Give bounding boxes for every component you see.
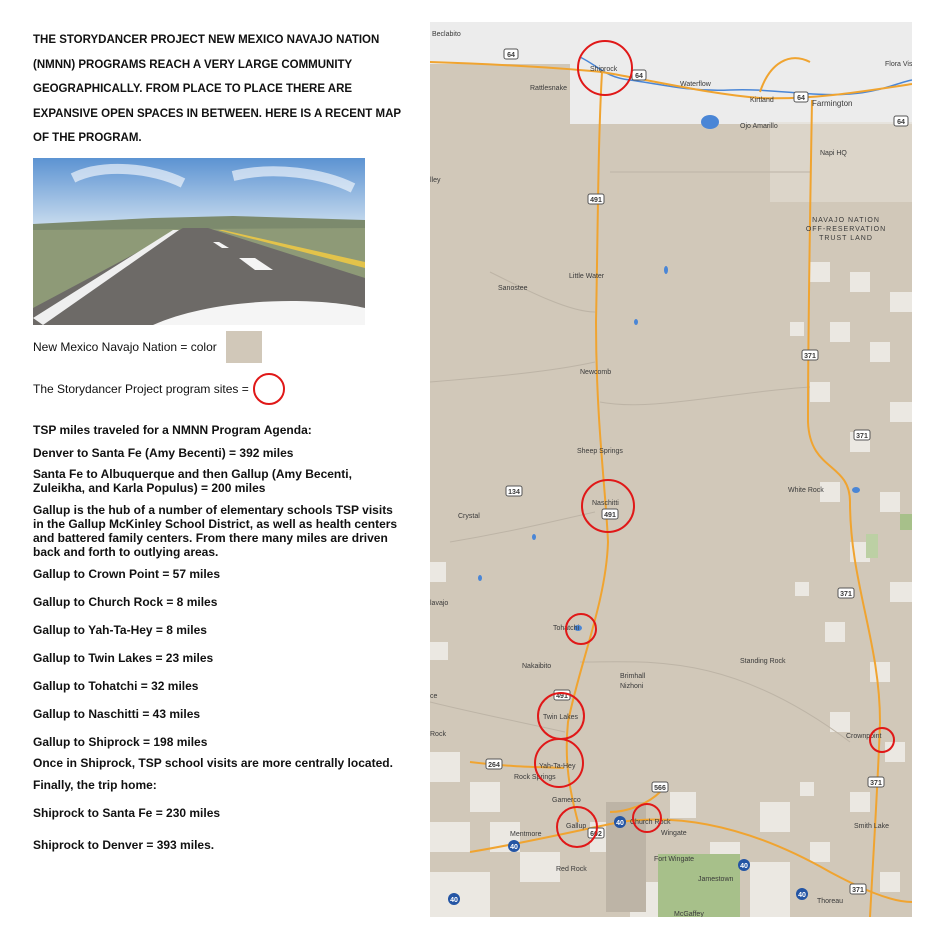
shield-40-far-east xyxy=(796,888,808,900)
label-red-rock: Red Rock xyxy=(556,866,587,873)
trips-block xyxy=(33,423,403,852)
svg-text:371: 371 xyxy=(804,353,816,360)
shield-64-mid xyxy=(632,70,646,80)
route-tohatchi: Gallup to Tohatchi = 32 miles xyxy=(33,679,199,693)
legend-nation-swatch xyxy=(226,331,262,363)
label-thoreau: Thoreau xyxy=(817,898,844,905)
shield-371-5 xyxy=(850,884,866,894)
road-photo-image xyxy=(33,158,365,325)
cibola-forest xyxy=(658,854,740,917)
site-crownpoint xyxy=(870,728,894,752)
shield-40-mid xyxy=(614,816,626,828)
label-kirtland: Kirtland xyxy=(750,97,774,104)
legend-sites-circle-icon xyxy=(253,373,285,405)
svg-text:566: 566 xyxy=(654,785,666,792)
shield-371-4 xyxy=(868,777,884,787)
label-yah-ta-hey: Yah-Ta-Hey xyxy=(539,763,576,770)
svg-text:64: 64 xyxy=(635,73,643,80)
shield-40-south xyxy=(448,893,460,905)
label-mcgaffey: McGaffey xyxy=(674,911,704,917)
label-twin-lakes: Twin Lakes xyxy=(543,714,579,721)
label-beclabito: Beclabito xyxy=(432,31,461,38)
svg-text:371: 371 xyxy=(852,887,864,894)
intro-text: THE STORYDANCER PROJECT NEW MEXICO NAVAJO NATION (NMNN) PROGRAMS REACH A VERY LARGE COMMUNITY GEOGRAPHICALLY. FROM PLACE TO PLACE THERE ARE EXPANSIVE OPEN SPACES IN BETWEEN. HERE IS A RECENT MAP OF THE PROGRAM. xyxy=(33,34,401,144)
program-map-svg xyxy=(430,22,912,917)
label-navajo-trust-1: NAVAJO NATION xyxy=(812,217,880,224)
trip-shiprock-denver: Shiprock to Denver = 393 miles. xyxy=(33,838,215,852)
label-gallup: Gallup xyxy=(566,823,587,830)
label-waterflow: Waterflow xyxy=(680,81,711,88)
intro-block xyxy=(33,28,403,151)
label-rattlesnake: Rattlesnake xyxy=(530,85,567,92)
legend-sites xyxy=(33,373,285,405)
trip-santa-fe-gallup: Santa Fe to Albuquerque and then Gallup (Amy Becenti, Zuleikha, and Karla Populus) = 200 miles xyxy=(33,467,352,495)
label-navajo-trust-3: TRUST LAND xyxy=(819,235,873,242)
route-shiprock: Gallup to Shiprock = 198 miles xyxy=(33,735,208,749)
trip-home-heading: Finally, the trip home: xyxy=(33,778,157,792)
label-crownpoint: Crownpoint xyxy=(846,733,882,740)
shield-371-1 xyxy=(802,350,818,360)
svg-text:40: 40 xyxy=(510,844,518,851)
label-sanostee: Sanostee xyxy=(498,285,528,292)
legend-sites-label: The Storydancer Project program sites = xyxy=(33,382,249,396)
program-map xyxy=(430,22,912,917)
shield-491-north xyxy=(588,194,604,204)
label-nakaibito: Nakaibito xyxy=(522,663,552,670)
label-nizhoni: Nizhoni xyxy=(620,683,644,690)
label-little-water: Little Water xyxy=(569,273,605,280)
label-navajo-trust-2: OFF-RESERVATION xyxy=(805,226,887,233)
svg-text:40: 40 xyxy=(740,863,748,870)
svg-text:64: 64 xyxy=(507,52,515,59)
road-photo xyxy=(33,158,365,325)
label-mentmore: Mentmore xyxy=(510,831,542,838)
shield-371-3 xyxy=(838,588,854,598)
label-rock-springs: Rock Springs xyxy=(514,774,556,781)
minor-roads xyxy=(430,172,850,742)
svg-text:264: 264 xyxy=(488,762,500,769)
shield-40-east xyxy=(738,859,750,871)
shield-566 xyxy=(652,782,668,792)
label-ce: ce xyxy=(430,693,438,700)
trips-heading: TSP miles traveled for a NMNN Program Agenda: xyxy=(33,423,312,437)
svg-text:40: 40 xyxy=(798,892,806,899)
hwy-491 xyxy=(567,72,608,822)
trip-shiprock-santa-fe: Shiprock to Santa Fe = 230 miles xyxy=(33,806,221,820)
off-nation-land-north xyxy=(430,22,912,64)
label-jamestown: Jamestown xyxy=(698,876,734,883)
label-shiprock: Shiprock xyxy=(590,66,618,73)
svg-text:371: 371 xyxy=(840,591,852,598)
svg-text:134: 134 xyxy=(508,489,520,496)
label-ojo-amarillo: Ojo Amarillo xyxy=(740,123,778,130)
shiprock-note: Once in Shiprock, TSP school visits are more centrally located. xyxy=(33,756,393,770)
shield-134 xyxy=(506,486,522,496)
route-yah-ta-hey: Gallup to Yah-Ta-Hey = 8 miles xyxy=(33,623,207,637)
route-crown-point: Gallup to Crown Point = 57 miles xyxy=(33,567,221,581)
svg-text:491: 491 xyxy=(590,197,602,204)
svg-text:491: 491 xyxy=(556,693,568,700)
label-rock: Rock xyxy=(430,731,446,738)
shield-371-2 xyxy=(854,430,870,440)
route-twin-lakes: Gallup to Twin Lakes = 23 miles xyxy=(33,651,214,665)
svg-text:602: 602 xyxy=(590,831,602,838)
legend-nation xyxy=(33,331,262,363)
svg-text:64: 64 xyxy=(897,119,905,126)
shield-64-far-east xyxy=(894,116,908,126)
label-tohatchi: Tohatchi xyxy=(553,625,580,632)
gallup-hub-note: Gallup is the hub of a number of elementary schools TSP visits in the Gallup McKinley School District, as well as health centers and battered family centers. From there many miles are driven back and forth to outlying areas. xyxy=(33,503,398,559)
shield-491-mid xyxy=(602,509,618,519)
label-flora-vista: Flora Vis xyxy=(885,61,912,68)
label-naschitti: Naschitti xyxy=(592,500,619,507)
svg-text:371: 371 xyxy=(870,780,882,787)
label-newcomb: Newcomb xyxy=(580,369,612,376)
label-crystal: Crystal xyxy=(458,513,480,520)
svg-text:491: 491 xyxy=(604,512,616,519)
svg-text:40: 40 xyxy=(450,897,458,904)
label-standing-rock: Standing Rock xyxy=(740,658,786,665)
label-valley: lley xyxy=(430,177,441,184)
label-brimhall: Brimhall xyxy=(620,673,646,680)
route-naschitti: Gallup to Naschitti = 43 miles xyxy=(33,707,201,721)
label-wingate: Wingate xyxy=(661,830,687,837)
shield-40-west xyxy=(508,840,520,852)
label-white-rock: White Rock xyxy=(788,487,824,494)
label-napi-hq: Napi HQ xyxy=(820,150,847,157)
label-fort-wingate: Fort Wingate xyxy=(654,856,695,863)
label-church-rock: Church Rock xyxy=(630,819,671,826)
trip-denver-santa-fe: Denver to Santa Fe (Amy Becenti) = 392 miles xyxy=(33,446,294,460)
svg-text:40: 40 xyxy=(616,820,624,827)
shield-264 xyxy=(486,759,502,769)
label-gamerco: Gamerco xyxy=(552,797,581,804)
route-church-rock: Gallup to Church Rock = 8 miles xyxy=(33,595,218,609)
label-smith-lake: Smith Lake xyxy=(854,823,890,830)
label-farmington: Farmington xyxy=(812,99,853,108)
svg-text:371: 371 xyxy=(856,433,868,440)
shield-64-west xyxy=(504,49,518,59)
legend-nation-label: New Mexico Navajo Nation = color xyxy=(33,340,217,354)
label-navajo: lavajo xyxy=(430,600,449,607)
shield-64-east xyxy=(794,92,808,102)
svg-text:64: 64 xyxy=(797,95,805,102)
label-sheep-springs: Sheep Springs xyxy=(577,448,623,455)
